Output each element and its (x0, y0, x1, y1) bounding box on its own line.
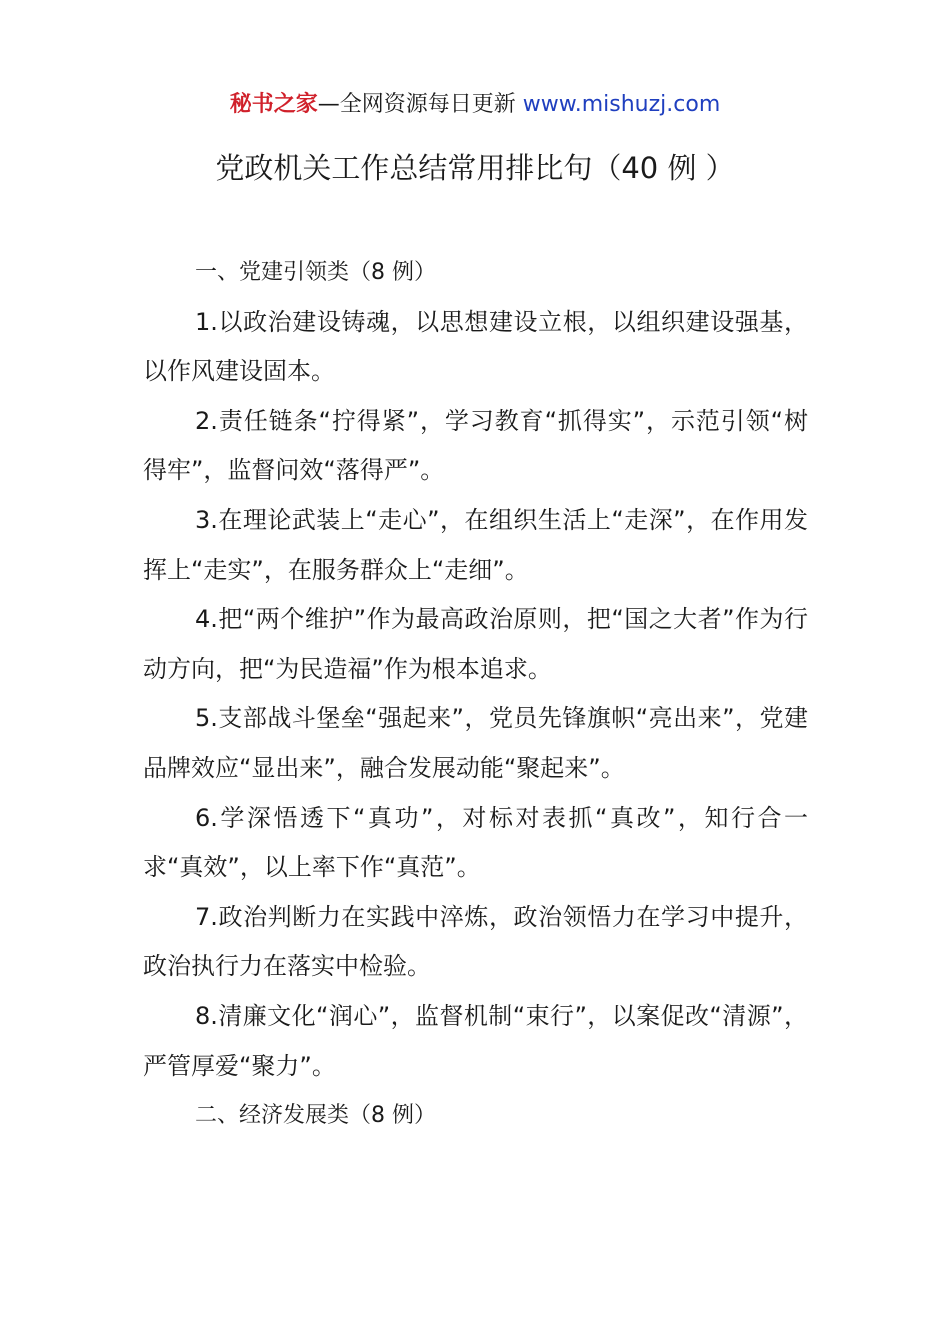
list-item: 3.在理论武装上“走心”，在组织生活上“走深”，在作用发挥上“走实”，在服务群众上“走细”。 (143, 505, 808, 584)
list-item: 8.清廉文化“润心”，监督机制“束行”，以案促改“清源”，严管厚爱“聚力”。 (143, 1001, 808, 1080)
site-url-link[interactable]: www.mishuzj.com (522, 92, 721, 117)
document-title: 党政机关工作总结常用排比句（40 例 ） (215, 151, 735, 185)
section-heading: 二、经济发展类（8 例） (195, 1103, 436, 1129)
list-item: 6.学深悟透下“真功”，对标对表抓“真改”，知行合一求“真效”，以上率下作“真范”。 (143, 803, 808, 882)
banner-slogan: —全网资源每日更新 (317, 92, 523, 117)
brand-name: 秘书之家 (229, 92, 318, 117)
document-body (143, 248, 808, 1141)
list-item: 5.支部战斗堡垒“强起来”，党员先锋旗帜“亮出来”，党建品牌效应“显出来”，融合发展动能“聚起来”。 (143, 704, 808, 782)
section-heading: 一、党建引领类（8 例） (195, 260, 436, 285)
list-item: 2.责任链条“拧得紧”，学习教育“抓得实”，示范引领“树得牢”，监督问效“落得严”。 (143, 406, 808, 485)
site-banner (0, 88, 950, 122)
list-item: 4.把“两个维护”作为最高政治原则，把“国之大者”作为行动方向，把“为民造福”作为根本追求。 (143, 605, 808, 683)
list-item: 1.以政治建设铸魂，以思想建设立根，以组织建设强基，以作风建设固本。 (143, 307, 808, 386)
list-item: 7.政治判断力在实践中淬炼，政治领悟力在学习中提升，政治执行力在落实中检验。 (143, 902, 808, 981)
